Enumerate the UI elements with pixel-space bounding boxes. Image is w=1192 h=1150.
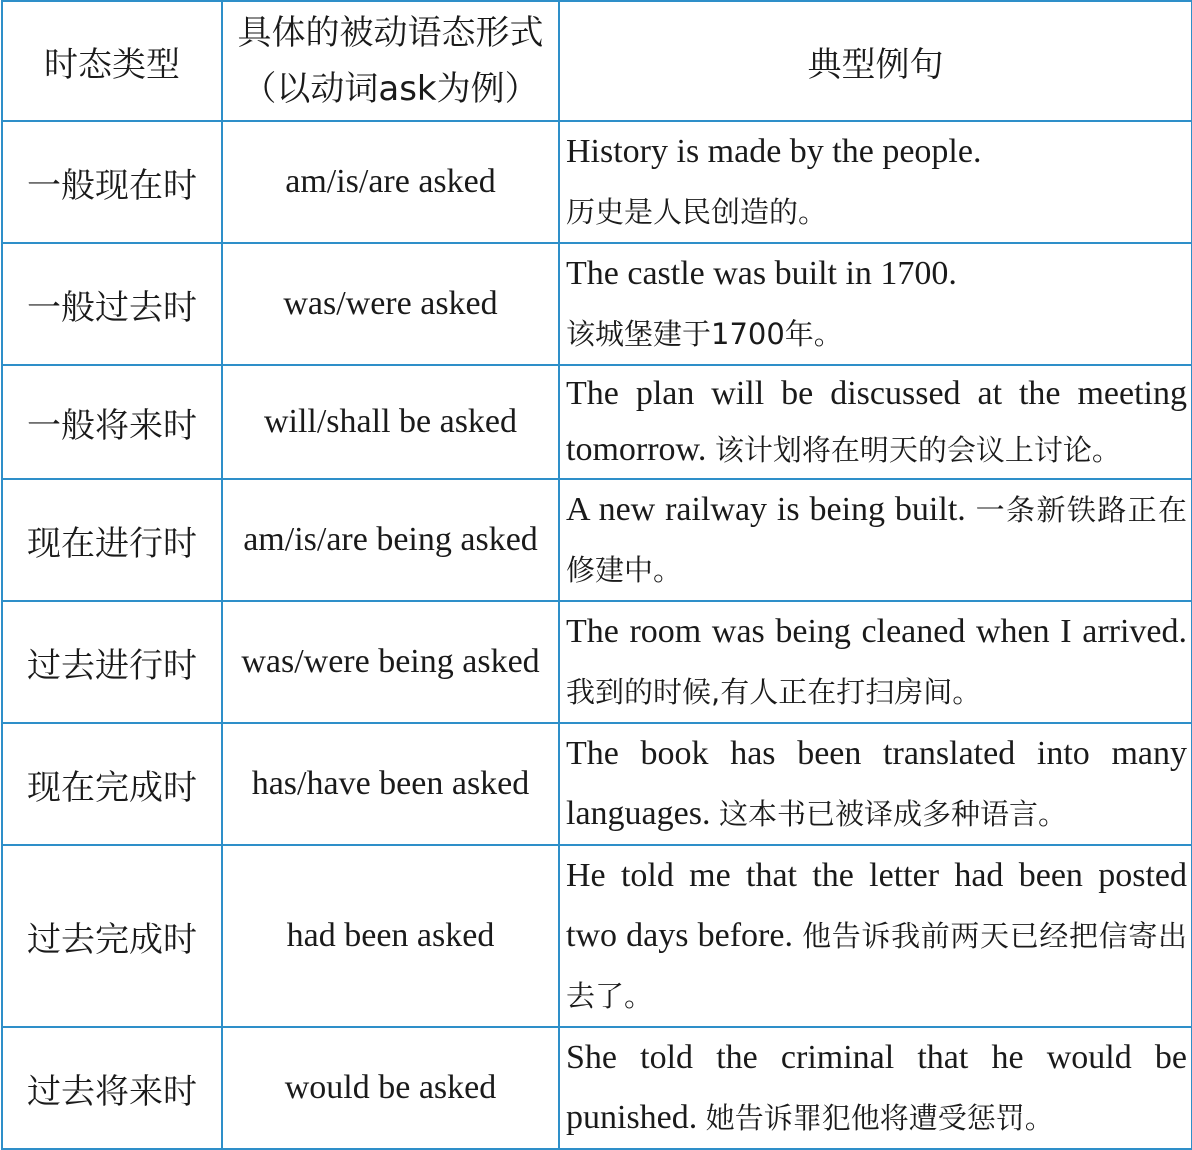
- header-example: 典型例句: [559, 1, 1192, 121]
- passive-voice-table: [1, 0, 1192, 1150]
- form-cell: am/is/are asked: [222, 121, 559, 243]
- example-chinese: 这本书已被译成多种语言。: [718, 797, 1067, 831]
- example-chinese: 一条新铁路正在修建中。: [566, 493, 1188, 587]
- example-english: The room was being cleaned when I arrived.: [566, 613, 1187, 650]
- table-row: [2, 723, 1192, 845]
- table-row: [2, 243, 1192, 365]
- table-row: [2, 845, 1192, 1027]
- tense-cell: 一般现在时: [2, 121, 222, 243]
- example-chinese: 我到的时候,有人正在打扫房间。: [566, 675, 982, 709]
- table-row: [2, 121, 1192, 243]
- table-row: [2, 479, 1192, 601]
- example-chinese: 该计划将在明天的会议上讨论。: [714, 433, 1121, 467]
- form-cell: has/have been asked: [222, 723, 559, 845]
- example-cell: [559, 479, 1192, 601]
- header-passive-form-line1: 具体的被动语态形式: [237, 13, 544, 53]
- table-row: [2, 1027, 1192, 1149]
- header-row: [2, 1, 1192, 121]
- form-cell: would be asked: [222, 1027, 559, 1149]
- tense-cell: 现在完成时: [2, 723, 222, 845]
- tense-cell: 现在进行时: [2, 479, 222, 601]
- example-english: A new railway is being built.: [566, 491, 966, 528]
- example-cell: [559, 601, 1192, 723]
- example-cell: [559, 365, 1192, 479]
- form-cell: had been asked: [222, 845, 559, 1027]
- tense-cell: 过去将来时: [2, 1027, 222, 1149]
- example-cell: [559, 1027, 1192, 1149]
- example-english: He told me that the letter had been posted two days before.: [566, 857, 1187, 954]
- tense-cell: 过去完成时: [2, 845, 222, 1027]
- example-cell: [559, 243, 1192, 365]
- example-english: History is made by the people.: [566, 133, 982, 170]
- form-cell: will/shall be asked: [222, 365, 559, 479]
- header-tense-type: 时态类型: [2, 1, 222, 121]
- tense-cell: 一般将来时: [2, 365, 222, 479]
- table-row: [2, 601, 1192, 723]
- example-chinese: 该城堡建于1700年。: [566, 317, 843, 351]
- example-chinese: 他告诉我前两天已经把信寄出去了。: [566, 919, 1187, 1013]
- example-chinese: 她告诉罪犯他将遭受惩罚。: [705, 1101, 1054, 1135]
- example-english: The castle was built in 1700.: [566, 255, 957, 292]
- header-passive-form-line2: （以动词ask为例）: [242, 69, 539, 109]
- form-cell: was/were asked: [222, 243, 559, 365]
- tense-cell: 一般过去时: [2, 243, 222, 365]
- example-cell: [559, 723, 1192, 845]
- example-cell: [559, 121, 1192, 243]
- example-english: She told the criminal that he would be punished.: [566, 1039, 1187, 1136]
- example-english: The plan will be discussed at the meeting tomorrow.: [566, 375, 1187, 468]
- header-passive-form: [222, 1, 559, 121]
- tense-cell: 过去进行时: [2, 601, 222, 723]
- form-cell: am/is/are being asked: [222, 479, 559, 601]
- table-row: [2, 365, 1192, 479]
- example-cell: [559, 845, 1192, 1027]
- example-english: The book has been translated into many languages.: [566, 735, 1187, 832]
- form-cell: was/were being asked: [222, 601, 559, 723]
- example-chinese: 历史是人民创造的。: [566, 195, 828, 229]
